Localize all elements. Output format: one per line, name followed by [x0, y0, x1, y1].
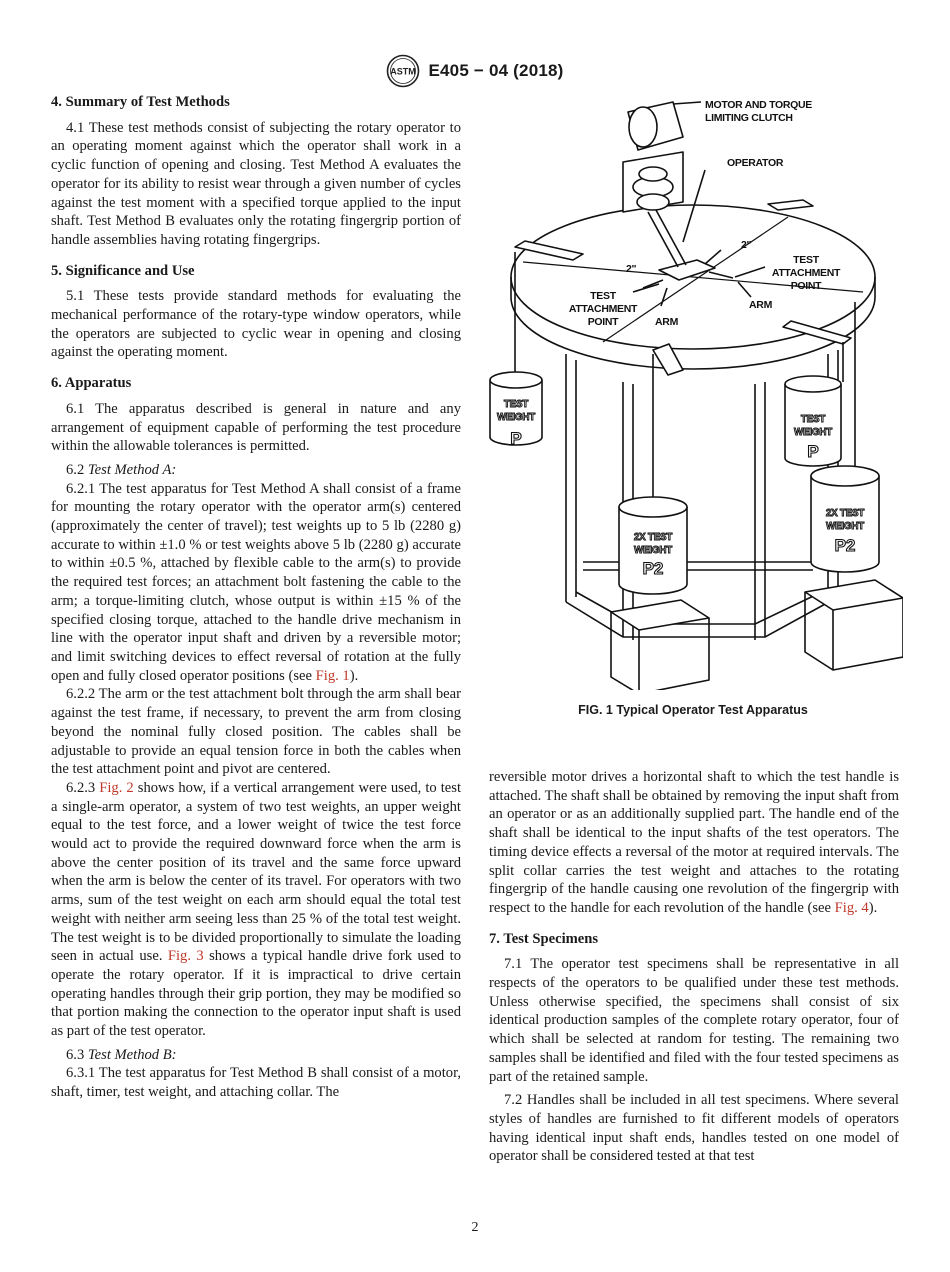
- weight-3-symbol: P2: [642, 559, 664, 578]
- left-column: [51, 93, 461, 1102]
- paragraph-6-1: 6.1 The apparatus described is general in nature and any arrangement of equipment capable of performing the test procedure within the allowable tolerances is permitted.: [51, 400, 461, 455]
- test-apparatus-diagram: [483, 92, 903, 690]
- weight-3-line1: 2X TEST: [633, 532, 673, 543]
- label-arm-left: ARM: [655, 316, 679, 328]
- label-attach-left-1: TEST: [590, 290, 616, 302]
- paragraph-6-2-3: 6.2.3 Fig. 2 shows how, if a vertical arrangement were used, to test a single-arm operator, a system of two test weights, an upper weight equal to the test force, and a lower weight of twice the test force would act to provide the required downward force when the arm is above the center position of its travel and the same force upward when the arm is below the center of its travel. For operators with two arms, sum of the test weight on each arm should equal the total test weight with neither arm seeing less than 25 % of the total test weight. The test weight is to be divided proportionally to simulate the loading seen in actual use. Fig. 3 shows a typical handle drive fork used to operate the rotary operator. If it is impractical to drive certain operating handles through their grip portion, they may be modified so that portion making the connection to the operator input shaft is used as part of the test operator.: [51, 779, 462, 1040]
- fig-2-link[interactable]: Fig. 2: [99, 779, 134, 796]
- paragraph-4-1: 4.1 These test methods consist of subjecting the rotary operator to an operating moment against which the operator shall work in a cyclic function of opening and closing. Test Method A evaluates the operator for its ability to resist wear through a given number of cycles against the test moment with a specified torque applied to the input shaft. Test Method B evaluates only the rotating fingergrip portion of handle assemblies having rotating fingergrips.: [51, 119, 461, 248]
- weight-1-line1: TEST: [503, 399, 529, 410]
- astm-logo-text: ASTM: [390, 66, 417, 77]
- page-header: [0, 54, 950, 93]
- test-method-a-title: Test Method A:: [87, 461, 177, 478]
- astm-logo-icon: [386, 54, 420, 88]
- label-operator: OPERATOR: [727, 157, 784, 169]
- label-attach-left-2: ATTACHMENT: [568, 303, 638, 315]
- paragraph-7-1: 7.1 The operator test specimens shall be representative in all respects of the operators to be qualified under these test methods. Unless otherwise specified, the specimens shall consist of six identical production samples of the complete rotary operator, four of which shall be selected at random for testing. The remaining two samples shall be identified and filed with the four tested specimens as part of the retained sample.: [489, 956, 899, 1085]
- label-attach-right-2: ATTACHMENT: [771, 267, 841, 279]
- label-arm-right: ARM: [749, 299, 773, 311]
- label-attach-left-3: POINT: [587, 316, 619, 328]
- paragraph-6-2: 6.2 Test Method A:: [66, 461, 177, 478]
- weight-1-symbol: P: [510, 429, 522, 448]
- standard-designation: E405 − 04 (2018): [428, 61, 564, 80]
- section-heading-7: 7. Test Specimens: [489, 930, 599, 947]
- paragraph-6-2-1: 6.2.1 The test apparatus for Test Method A shall consist of a frame for mounting the rotary operator with the operator arm(s) centered (approximately the center of travel); test weights up to 5 lb (2280 g) accurate to within ±1.0 % or test weights above 5 lb (2280 g) accurate to within ±0.5 %, attached by flexible cable to the arm(s) to provide the required test forces; an attachment bolt fastening the cable to the arm; a torque-limiting clutch, whose output is within ±15 % of the specified closing torque, attached to the handle drive mechanism in line with the operator input shaft and driven by a reversible motor; and limit switching devices to effect reversal of rotation at the fully open and fully closed operator positions (see Fig. 1).: [51, 480, 461, 684]
- paragraph-6-2-2: 6.2.2 The arm or the test attachment bolt through the arm shall bear against the test frame, if necessary, to prevent the arm from closing beyond the nominal fully closed position. The cables shall be adjustable to provide an equal tension force in both the cables when the test attachment point and pivot are centered.: [51, 686, 461, 778]
- fig-4-link[interactable]: Fig. 4: [834, 899, 869, 916]
- right-column: [489, 768, 899, 1166]
- label-dimension-left: 2": [626, 263, 637, 275]
- weight-4-line1: 2X TEST: [825, 508, 865, 519]
- section-heading-4: 4. Summary of Test Methods: [51, 94, 230, 110]
- section-heading-6: 6. Apparatus: [51, 375, 132, 392]
- label-attach-right-1: TEST: [793, 254, 819, 266]
- label-attach-right-3: POINT: [790, 280, 822, 292]
- label-motor-line1: MOTOR AND TORQUE: [705, 99, 813, 111]
- page-number: 2: [471, 1220, 479, 1235]
- weight-2-line2: WEIGHT: [794, 427, 832, 438]
- figure-1-caption: FIG. 1 Typical Operator Test Apparatus: [578, 703, 808, 717]
- paragraph-6-3: 6.3 Test Method B:: [66, 1046, 177, 1063]
- fig-1-link[interactable]: Fig. 1: [315, 667, 350, 684]
- label-dimension-right: 2": [741, 239, 752, 251]
- weight-4-line2: WEIGHT: [826, 521, 864, 532]
- weight-1-line2: WEIGHT: [497, 412, 535, 423]
- paragraph-5-1: 5.1 These tests provide standard methods for evaluating the mechanical performance of the rotary-type window operators, while the operators are subjected to cyclic wear in opening and closing against the operating moment.: [51, 288, 461, 361]
- weight-4-symbol: P2: [834, 536, 856, 555]
- weight-2-symbol: P: [807, 442, 819, 461]
- fig-3-link[interactable]: Fig. 3: [167, 948, 204, 965]
- section-heading-5: 5. Significance and Use: [51, 262, 195, 279]
- weight-3-line2: WEIGHT: [634, 545, 672, 556]
- test-method-b-title: Test Method B:: [87, 1046, 177, 1063]
- weight-2-line1: TEST: [800, 414, 826, 425]
- paragraph-6-3-1: 6.3.1 The test apparatus for Test Method B shall consist of a motor, shaft, timer, test weight, and attaching collar. The: [51, 1065, 461, 1101]
- label-motor-line2: LIMITING CLUTCH: [705, 112, 793, 124]
- paragraph-7-2: 7.2 Handles shall be included in all test specimens. Where several styles of handles are furnished to fit different models of operators having identical input shaft ends, handles tested on one model of operator shall be considered tested at that test: [489, 1092, 899, 1165]
- figure-1: [483, 92, 903, 690]
- paragraph-6-3-1-continued: reversible motor drives a horizontal shaft to which the test handle is attached. The shaft shall be obtained by removing the input shaft from an operator or as an additionally supplied part. The handle end of the shaft shall be identical to the input shafts of the test operators. The timing device effects a reversal of the motor at required intervals. The split collar carries the test weight and attaches to the rotating fingergrip of the handle causing one revolution of the fingergrip with respect to the handle for each revolution of the handle (see Fig. 4).: [489, 769, 899, 916]
